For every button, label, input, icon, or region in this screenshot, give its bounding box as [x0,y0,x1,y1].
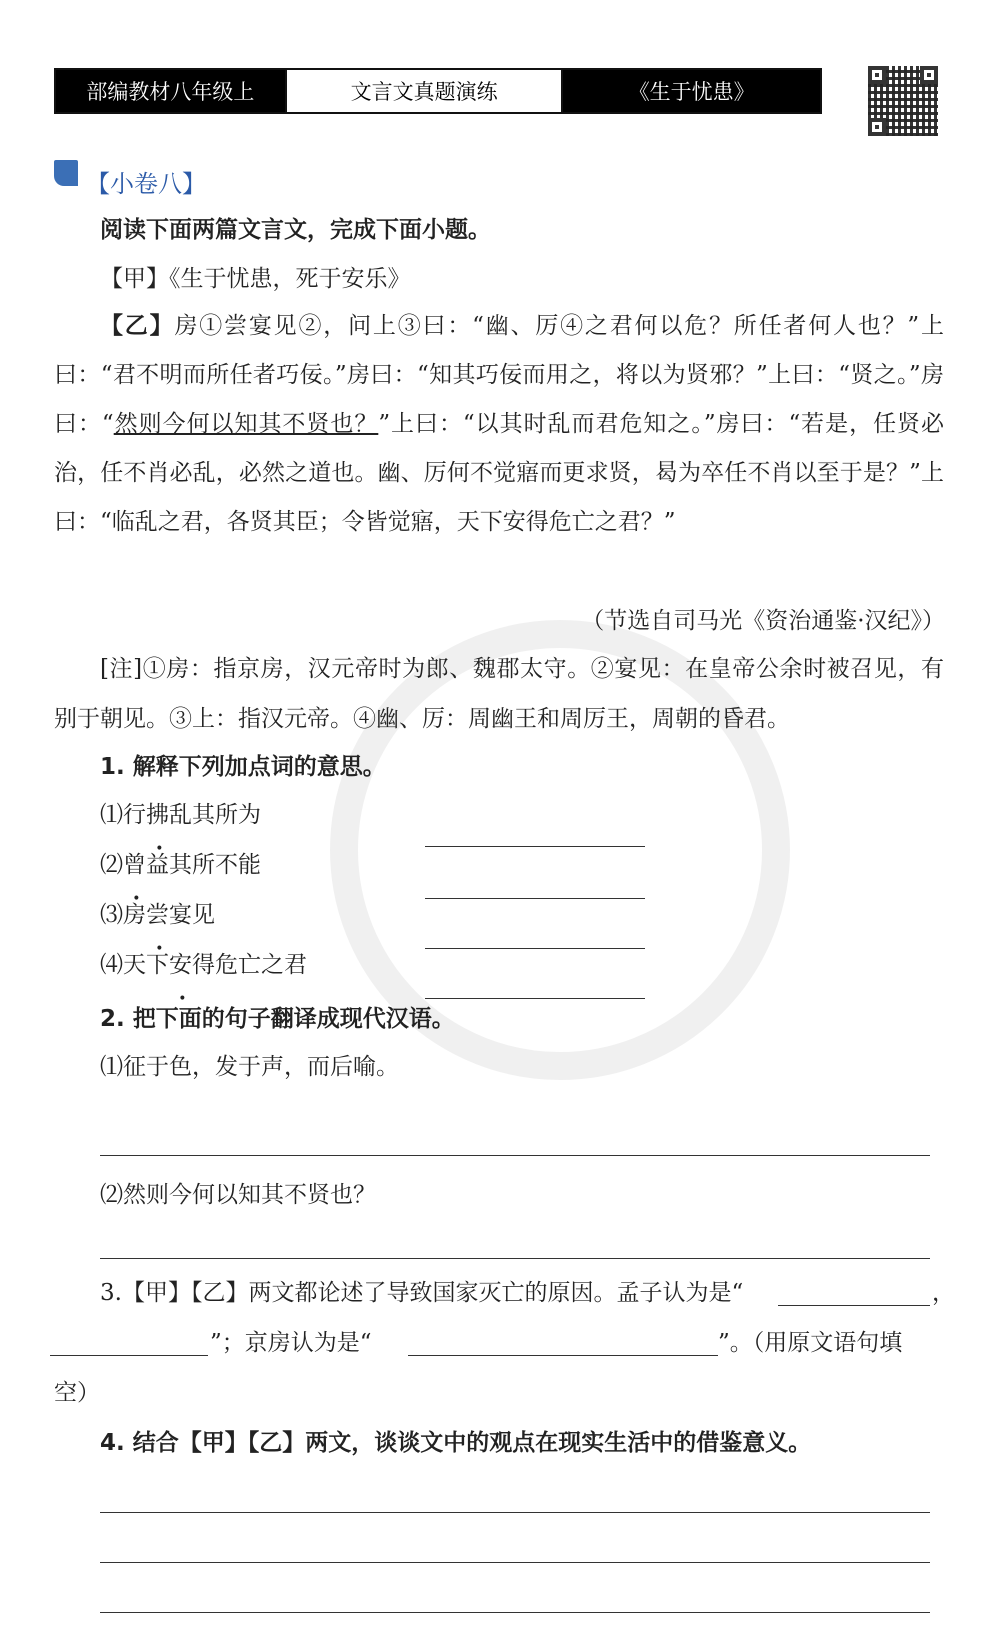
header-grade: 部编教材八年级上 [56,70,285,112]
instruction: 阅读下面两篇文言文，完成下面小题。 [100,217,491,243]
header-lesson: 《生于忧患》 [563,70,820,112]
question-3-part-4: ”。（用原文语句填 [718,1330,903,1356]
question-4-title: 4. 结合【甲】【乙】两文，谈谈文中的观点在现实生活中的借鉴意义。 [100,1430,812,1456]
passage-yi-body2: ”上曰：“以其时乱而君危知之。”房曰：“若是，任贤必治，任不肖必乱，必然之道也。幽、厉何不觉寤而更求贤，曷为卒任不肖以至于是？”上曰：“临乱之君，各贤其臣；令皆觉寤，天下安得危亡之君？” [54,411,945,535]
question-3-part-1: 3.【甲】【乙】两文都论述了导致国家灭亡的原因。孟子认为是“ [100,1280,744,1306]
passage-yi-label: 【乙】 [100,313,175,339]
question-1-item-3: ⑶房尝宴见 [100,902,215,928]
question-2-title: 2. 把下面的句子翻译成现代汉语。 [100,1006,455,1032]
answer-blank-3-2[interactable] [50,1355,208,1356]
question-2-item-2: ⑵然则今何以知其不贤也？ [100,1182,376,1208]
bookmark-icon [54,160,78,186]
answer-line-4-2[interactable] [100,1562,930,1563]
answer-blank-3-1[interactable] [778,1305,930,1306]
passage-yi [54,302,944,547]
passage-jia: 【甲】《生于忧患，死于安乐》 [100,266,411,292]
header-bar [54,68,822,114]
question-1-title: 1. 解释下列加点词的意思。 [100,754,386,780]
question-3-part-3: ”；京房认为是“ [210,1330,372,1356]
answer-blank-1-2[interactable] [425,898,645,899]
question-3-part-2: ， [932,1280,955,1306]
answer-line-4-1[interactable] [100,1512,930,1513]
question-1-item-4: ⑷天下安得危亡之君 [100,952,307,978]
answer-blank-1-1[interactable] [425,846,645,847]
header-topic: 文言文真题演练 [285,70,564,112]
answer-line-4-3[interactable] [100,1612,930,1613]
answer-blank-3-3[interactable] [408,1355,718,1356]
answer-line-2-1[interactable] [100,1155,930,1156]
answer-blank-1-3[interactable] [425,948,645,949]
question-1-item-1: ⑴行拂乱其所为 [100,802,261,828]
question-1-item-2: ⑵曾益其所不能 [100,852,261,878]
answer-blank-1-4[interactable] [425,998,645,999]
question-3-part-5: 空） [54,1380,100,1406]
annotation-note: [注]①房：指京房，汉元帝时为郎、魏郡太守。②宴见：在皇帝公余时被召见，有别于朝见。③上：指汉元帝。④幽、厉：周幽王和周厉王，周朝的昏君。 [54,656,944,732]
passage-yi-underlined: 然则今何以知其不贤也？ [113,411,379,437]
qr-code-icon [868,66,938,136]
passage-yi-body1: 房①尝宴见②，问上③曰：“幽、厉④之君何以危？所任者何人也？”上曰：“君不明而所任者巧佞。”房曰：“知其巧佞而用之，将以为贤邪？”上曰：“贤之。”房曰：“ [54,313,944,437]
passage-source: （节选自司马光《资治通鉴·汉纪》） [581,608,945,634]
answer-line-2-2[interactable] [100,1258,930,1259]
question-2-item-1: ⑴征于色，发于声，而后喻。 [100,1054,399,1080]
section-title: 【小卷八】 [86,170,206,198]
